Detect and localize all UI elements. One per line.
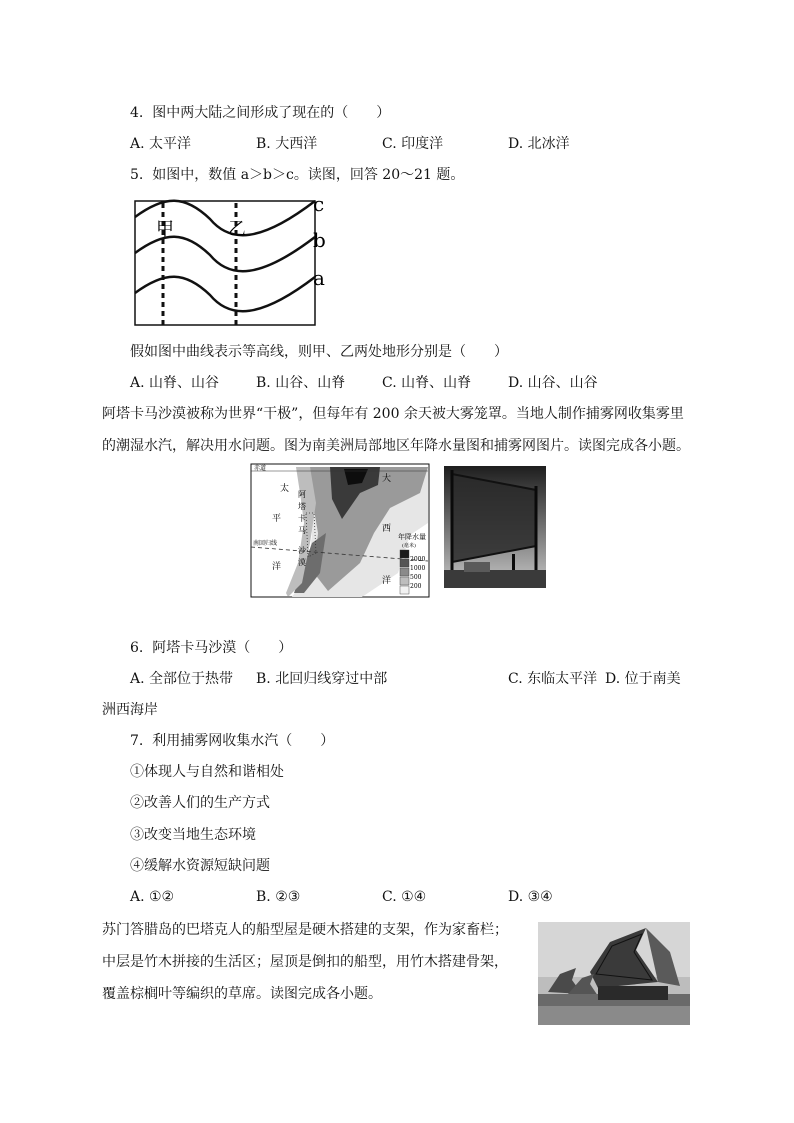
question-4-stem: 4. 图中两大陆之间形成了现在的（ ） bbox=[130, 105, 391, 121]
q7-option-d: D. ③④ bbox=[508, 889, 553, 905]
map-label-pacific-1: 太 bbox=[280, 484, 290, 494]
map-label-equator: 赤道 bbox=[254, 465, 267, 472]
legend-title: 年降水量 bbox=[398, 533, 426, 541]
question-5-text: 假如图中曲线表示等高线，则甲、乙两处地形分别是（ ） bbox=[130, 344, 508, 360]
batak-line2: 中层是竹木拼接的生活区；屋顶是倒扣的船型，用竹木搭建骨架， bbox=[102, 954, 508, 970]
question-7-stem: 7. 利用捕雾网收集水汽（ ） bbox=[130, 733, 335, 749]
precipitation-map bbox=[250, 463, 430, 598]
map-label-desert-2: 塔 bbox=[298, 502, 306, 511]
q6-option-b: B. 北回归线穿过中部 bbox=[256, 671, 388, 687]
atacama-intro-line1: 阿塔卡马沙漠被称为世界“干极”，但每年有 200 余天被大雾笼罩。当地人制作捕雾网收集雾里 bbox=[102, 406, 684, 422]
legend-swatch bbox=[400, 586, 409, 594]
q7-option-c: C. ①④ bbox=[382, 889, 427, 905]
map-label-desert-4: 马 bbox=[298, 526, 306, 535]
map-label-desert-1: 阿 bbox=[298, 490, 306, 499]
q6-option-a: A. 全部位于热带 bbox=[130, 671, 234, 687]
q7-item-2: ②改善人们的生产方式 bbox=[130, 795, 270, 811]
legend-unit: (毫米) bbox=[402, 543, 416, 549]
legend-value-200: 200 bbox=[410, 583, 422, 590]
map-label-desert-6: 漠 bbox=[298, 558, 306, 567]
question-5-stem: 5. 如图中，数值 a＞b＞c。读图，回答 20～21 题。 bbox=[130, 167, 465, 183]
curve-label-c: c bbox=[313, 195, 325, 216]
q7-option-a: A. ①② bbox=[130, 889, 175, 905]
atacama-intro-line2: 的潮湿水汽，解决用水问题。图为南美洲局部地区年降水量图和捕雾网图片。读图完成各小题。 bbox=[102, 438, 690, 454]
q5-option-a: A. 山脊、山谷 bbox=[130, 375, 220, 391]
legend-swatch bbox=[400, 568, 409, 576]
q7-item-1: ①体现人与自然和谐相处 bbox=[130, 764, 284, 780]
q4-option-a: A. 太平洋 bbox=[130, 136, 192, 152]
map-label-pacific-2: 平 bbox=[272, 514, 282, 524]
boat-house-photo bbox=[538, 922, 690, 1025]
q5-option-d: D. 山谷、山谷 bbox=[508, 375, 598, 391]
q6-option-d: D. 位于南美 bbox=[605, 671, 681, 687]
legend-swatch bbox=[400, 577, 409, 585]
batak-line1: 苏门答腊岛的巴塔克人的船型屋是硬木搭建的支架，作为家畜栏； bbox=[102, 922, 508, 938]
question-6-stem: 6. 阿塔卡马沙漠（ ） bbox=[130, 640, 293, 656]
q4-option-d: D. 北冰洋 bbox=[508, 136, 570, 152]
fog-net-photo bbox=[444, 466, 546, 588]
map-label-desert-3: 卡 bbox=[298, 514, 306, 523]
q5-option-c: C. 山脊、山脊 bbox=[382, 375, 472, 391]
batak-line3: 覆盖棕榈叶等编织的草席。读图完成各小题。 bbox=[102, 986, 382, 1002]
map-label-atlantic-1: 大 bbox=[382, 474, 392, 484]
map-label-desert-5: 沙 bbox=[298, 546, 306, 555]
q5-option-b: B. 山谷、山脊 bbox=[256, 375, 346, 391]
curve-label-b: b bbox=[313, 228, 326, 252]
map-label-atlantic-3: 洋 bbox=[382, 576, 392, 586]
contour-diagram bbox=[130, 195, 330, 330]
curve-label-a: a bbox=[313, 266, 325, 290]
legend-value-2000: 2000 bbox=[410, 556, 426, 563]
map-label-pacific-3: 洋 bbox=[272, 562, 282, 572]
q4-option-b: B. 大西洋 bbox=[256, 136, 318, 152]
legend-swatch bbox=[400, 550, 409, 558]
q7-item-3: ③改变当地生态环境 bbox=[130, 827, 256, 843]
q7-option-b: B. ②③ bbox=[256, 889, 301, 905]
map-label-tropic: 南回归线 bbox=[253, 540, 278, 547]
point-label-jia: 甲 bbox=[156, 219, 174, 240]
q4-option-c: C. 印度洋 bbox=[382, 136, 444, 152]
q6-option-d-continued: 洲西海岸 bbox=[102, 702, 158, 718]
point-label-yi: 乙 bbox=[228, 219, 246, 240]
legend-value-1000: 1000 bbox=[410, 565, 426, 572]
q7-item-4: ④缓解水资源短缺问题 bbox=[130, 858, 270, 874]
q6-option-c: C. 东临太平洋 bbox=[508, 671, 598, 687]
legend-swatch bbox=[400, 559, 409, 567]
map-label-atlantic-2: 西 bbox=[382, 524, 392, 534]
legend-value-500: 500 bbox=[410, 574, 422, 581]
